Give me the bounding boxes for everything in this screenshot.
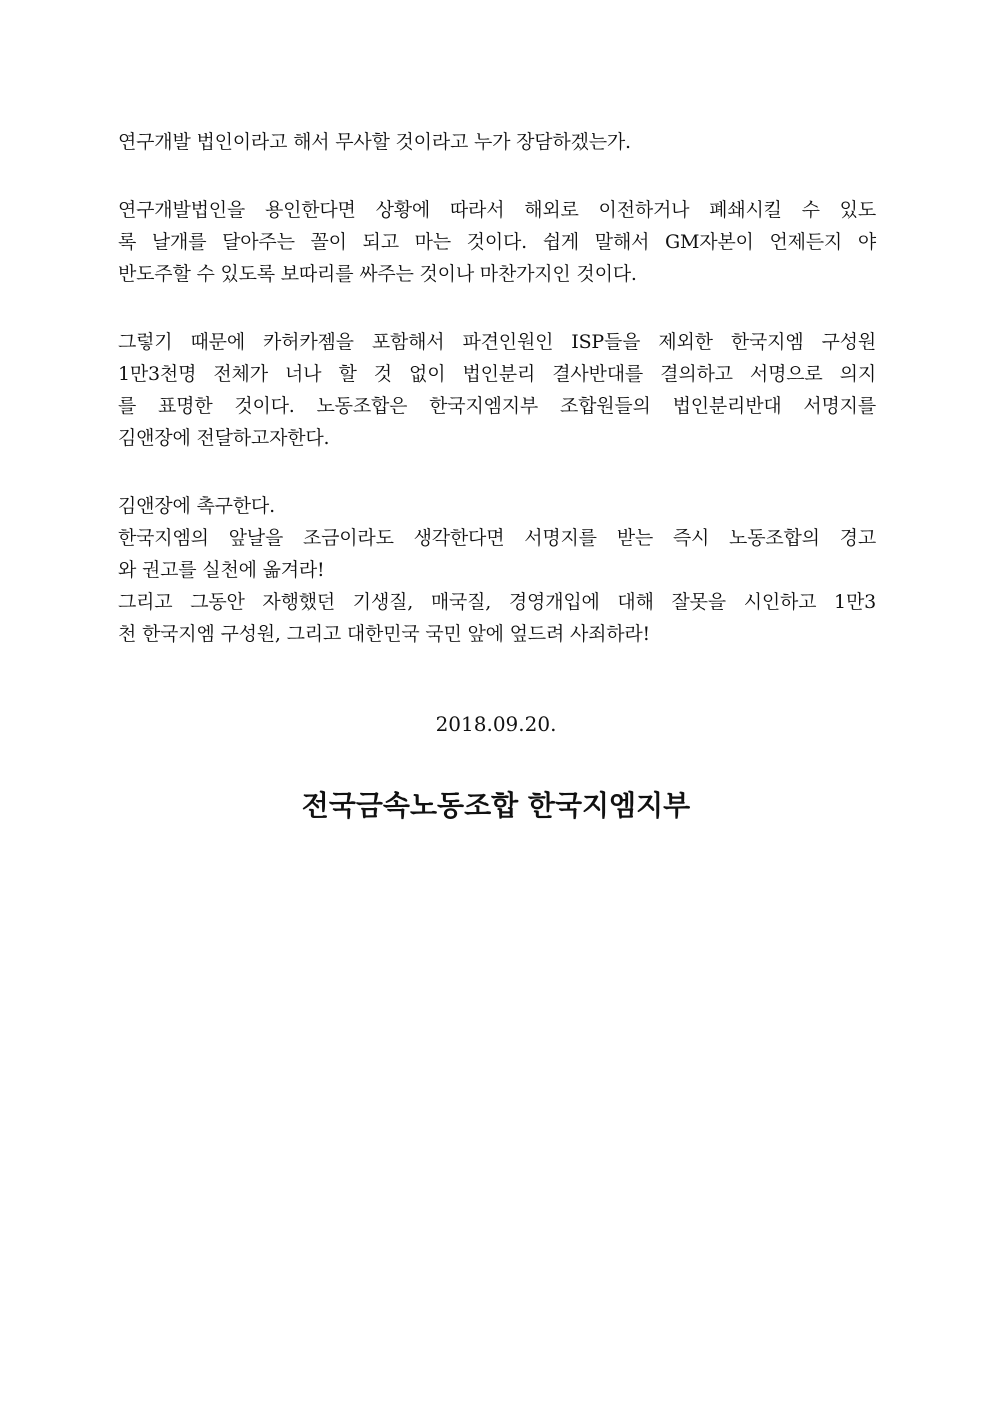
paragraph-line: 김앤장에 촉구한다. — [118, 495, 275, 517]
paragraph-line: 연구개발법인을 용인한다면 상황에 따라서 해외로 이전하거나 폐쇄시킬 수 있도 — [118, 199, 876, 221]
paragraph-line: 그렇기 때문에 카허카젬을 포함해서 파견인원인 ISP들을 제외한 한국지엠 구성원 — [118, 331, 876, 353]
paragraph-line: 천 한국지엠 구성원, 그리고 대한민국 국민 앞에 엎드려 사죄하라! — [118, 623, 650, 645]
paragraph-line: 한국지엠의 앞날을 조금이라도 생각한다면 서명지를 받는 즉시 노동조합의 경고 — [118, 527, 876, 549]
paragraph-line: 반도주할 수 있도록 보따리를 싸주는 것이나 마찬가지인 것이다. — [118, 263, 637, 285]
paragraph-2 — [118, 194, 876, 290]
paragraph-4 — [118, 490, 876, 650]
paragraph-line: 연구개발 법인이라고 해서 무사할 것이라고 누가 장담하겠는가. — [118, 131, 631, 153]
paragraph-line: 김앤장에 전달하고자한다. — [118, 427, 330, 449]
signature-organization: 전국금속노동조합 한국지엠지부 — [301, 789, 691, 822]
paragraph-1 — [118, 126, 876, 158]
paragraph-line: 1만3천명 전체가 너나 할 것 없이 법인분리 결사반대를 결의하고 서명으로 의지 — [118, 363, 876, 385]
paragraph-line: 와 권고를 실천에 옮겨라! — [118, 559, 325, 581]
document-body — [118, 126, 876, 686]
paragraph-line: 록 날개를 달아주는 꼴이 되고 마는 것이다. 쉽게 말해서 GM자본이 언제든지 야 — [118, 231, 876, 253]
paragraph-line: 그리고 그동안 자행했던 기생질, 매국질, 경영개입에 대해 잘못을 시인하고 1만3 — [118, 591, 876, 613]
paragraph-line: 를 표명한 것이다. 노동조합은 한국지엠지부 조합원들의 법인분리반대 서명지를 — [118, 395, 876, 417]
paragraph-3 — [118, 326, 876, 454]
document-date: 2018.09.20. — [435, 712, 557, 736]
